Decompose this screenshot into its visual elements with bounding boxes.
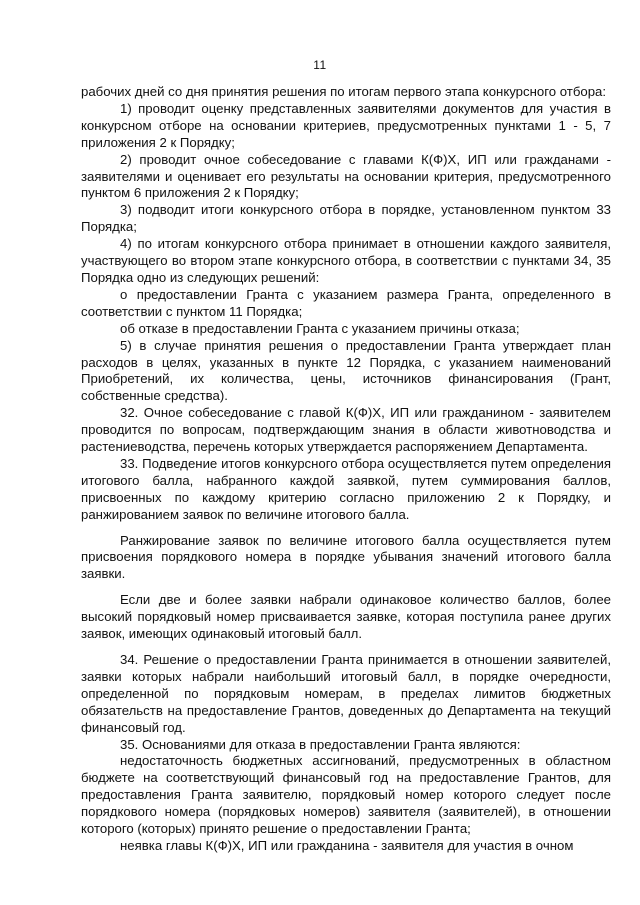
paragraph-clause-32: 32. Очное собеседование с главой К(Ф)Х, ИП или гражданином - заявителем проводится по вопросам, подтверждающим знания в области животноводства и растениеводства, перечень которых утверждается распоряжением Департамента.	[81, 405, 611, 455]
paragraph-clause-35: 35. Основаниями для отказа в предоставлении Гранта являются:	[120, 736, 521, 752]
paragraph-clause-34: 34. Решение о предоставлении Гранта принимается в отношении заявителей, заявки которых набрали наибольший итоговый балл, в порядке очередности, определенной по порядковым номерам, в пределах лимитов бюджетных обязательств на предоставление Грантов, доведенных до Департамента на текущий финансовый год.	[81, 652, 611, 735]
paragraph-decision-grant: о предоставлении Гранта с указанием размера Гранта, определенного в соответствии с пунктом 11 Порядка;	[81, 286, 611, 319]
page-number: 11	[313, 58, 327, 72]
paragraph-continuation: рабочих дней со дня принятия решения по итогам первого этапа конкурсного отбора:	[81, 84, 607, 99]
paragraph-refusal-no-show: неявка главы К(Ф)Х, ИП или гражданина - заявителя для участия в очном	[120, 837, 574, 853]
paragraph-equal-scores: Если две и более заявки набрали одинаковое количество баллов, более высокий порядковый номер присваивается заявке, которая поступила ранее других заявок, имеющих одинаковый итоговый балл.	[81, 592, 611, 642]
paragraph-ranking: Ранжирование заявок по величине итогового балла осуществляется путем присвоения порядкового номера в порядке убывания значений итогового балла заявки.	[81, 532, 611, 582]
paragraph-refusal-insufficient-funds: недостаточность бюджетных ассигнований, предусмотренных в областном бюджете на соответствующий финансовый год на предоставление Грантов, для предоставления Гранта заявителю, порядковый номер которого следует после порядкового номера (порядковых номеров) заявителя (заявителей), в отношении которого (которых) принято решение о предоставлении Гранта;	[81, 753, 611, 837]
paragraph-item-2: 2) проводит очное собеседование с главами К(Ф)Х, ИП или гражданами - заявителями и оценивает его результаты на основании критерия, предусмотренного пунктом 6 приложения 2 к Порядку;	[81, 151, 611, 201]
document-body	[81, 84, 611, 855]
paragraph-item-1: 1) проводит оценку представленных заявителями документов для участия в конкурсном отборе на основании критериев, предусмотренных пунктами 1 - 5, 7 приложения 2 к Порядку;	[81, 100, 611, 150]
paragraph-clause-33: 33. Подведение итогов конкурсного отбора осуществляется путем определения итогового балла, набранного каждой заявкой, путем суммирования баллов, присвоенных по каждому критерию согласно приложению 2 к Порядку, и ранжированием заявок по величине итогового балла.	[81, 455, 611, 522]
paragraph-decision-refusal: об отказе в предоставлении Гранта с указанием причины отказа;	[120, 320, 520, 336]
paragraph-item-3: 3) подводит итоги конкурсного отбора в порядке, установленном пунктом 33 Порядка;	[81, 202, 611, 235]
paragraph-item-5: 5) в случае принятия решения о предоставлении Гранта утверждает план расходов в целях, указанных в пункте 12 Порядка, с указанием наименований Приобретений, их количества, цены, источников финансирования (Грант, собственные средства).	[81, 337, 611, 404]
paragraph-item-4: 4) по итогам конкурсного отбора принимает в отношении каждого заявителя, участвующего во втором этапе конкурсного отбора, в соответствии с пунктами 34, 35 Порядка одно из следующих решений:	[81, 236, 611, 285]
